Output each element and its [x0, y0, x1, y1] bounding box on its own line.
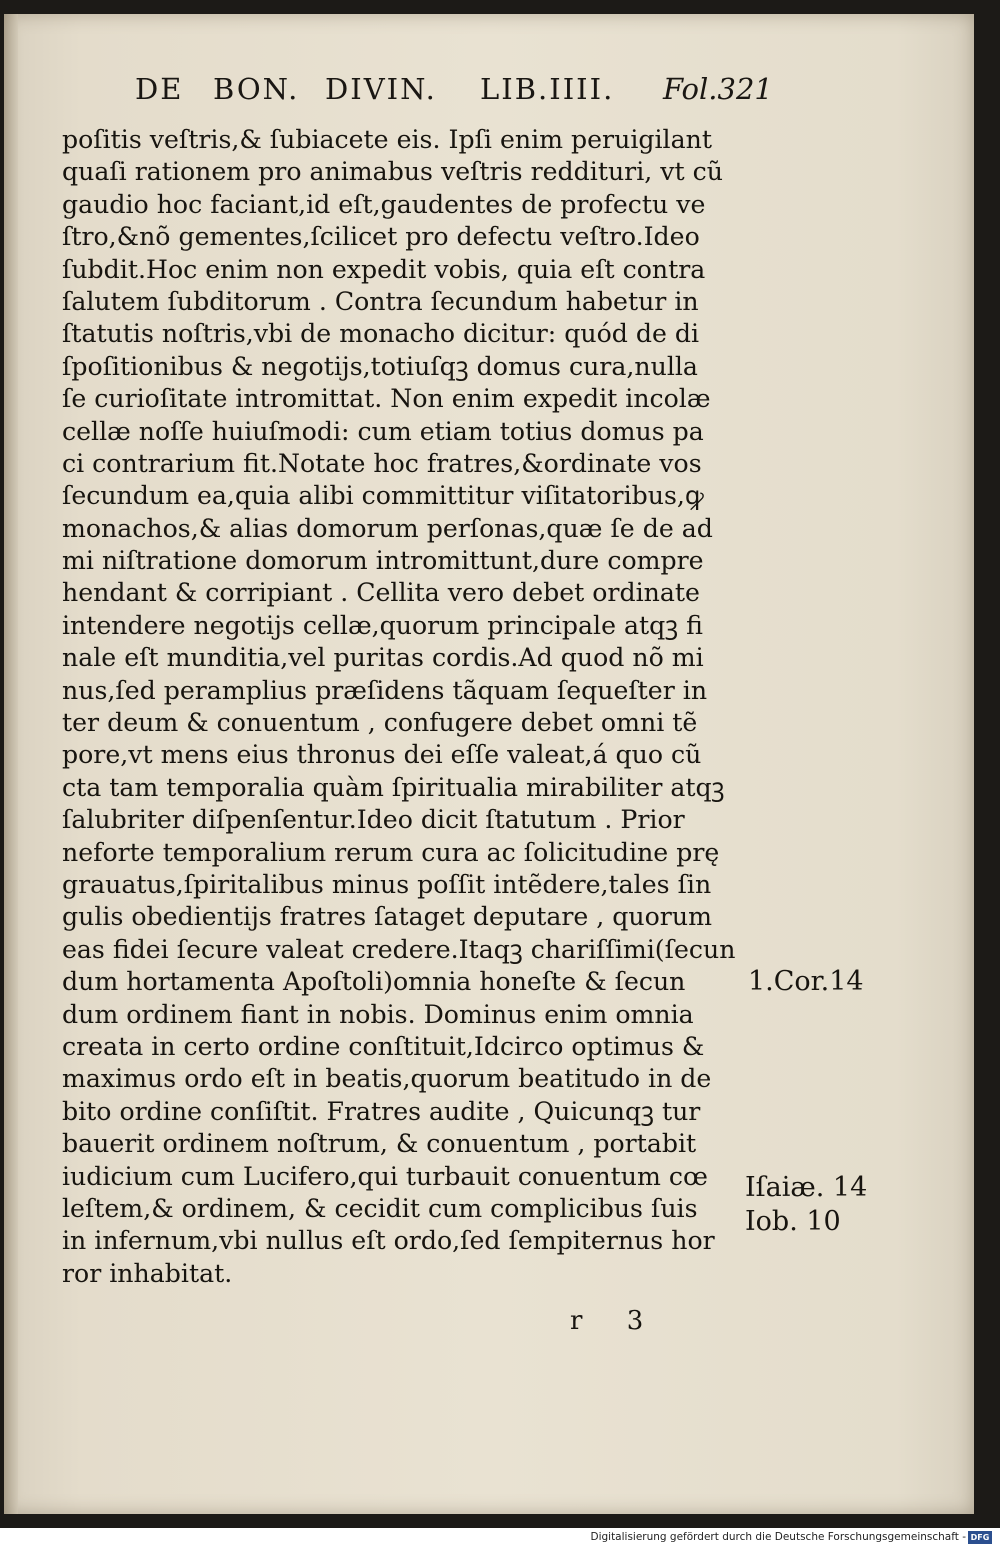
text-line: nus,ſed peramplius præſidens tãquam ſequeſter in: [62, 675, 708, 705]
running-header: [135, 72, 775, 112]
text-line: creata in certo ordine conſtituit,Idcirco optimus &: [62, 1031, 705, 1061]
dfg-logo[interactable]: DFG: [968, 1531, 992, 1544]
page-gutter-shadow: [4, 14, 18, 1514]
marginal-reference-isaiah: Iſaiæ. 14: [745, 1172, 868, 1203]
text-line: bito ordine conſiſtit. Fratres audite , Quicunqꝫ tur: [62, 1096, 701, 1126]
text-line: ror inhabitat.: [62, 1258, 233, 1288]
text-line: gaudio hoc faciant,id eſt,gaudentes de profectu ve: [62, 189, 706, 219]
text-line: dum hortamenta Apoſtoli)omnia honeſte & ſecun: [62, 967, 686, 997]
text-line: grauatus,ſpiritalibus minus poſſit intẽdere,tales ſin: [62, 869, 712, 899]
text-line: maximus ordo eſt in beatis,quorum beatitudo in de: [62, 1064, 712, 1094]
text-line: neforte temporalium rerum cura ac ſolicitudine prę: [62, 837, 720, 867]
funding-credit: Digitalisierung gefördert durch die Deutsche Forschungsgemeinschaft -: [590, 1531, 966, 1543]
text-line: mi niſtratione domorum intromittunt,dure compre: [62, 546, 704, 576]
text-line: cta tam temporalia quàm ſpiritualia mirabiliter atqꝫ: [62, 772, 725, 802]
text-line: iudicium cum Lucifero,qui turbauit conuentum cœ: [62, 1161, 708, 1191]
marginal-reference-corinthians: 1.Cor.14: [748, 966, 864, 997]
signature-mark: r 3: [570, 1306, 662, 1336]
text-line: gulis obedientijs fratres ſataget deputare , quorum: [62, 902, 712, 932]
text-line: ſe curioſitate intromittat. Non enim expedit incolæ: [62, 384, 711, 414]
header-de: DE: [135, 72, 184, 106]
text-line: in infernum,vbi nullus eſt ordo,ſed ſempiternus hor: [62, 1226, 715, 1256]
text-line: hendant & corripiant . Cellita vero debet ordinate: [62, 578, 700, 608]
text-line: ſalubriter diſpenſentur.Ideo dicit ſtatutum . Prior: [62, 805, 685, 835]
text-line: nale eſt munditia,vel puritas cordis.Ad quod nõ mi: [62, 643, 704, 673]
text-line: ſpoſitionibus & negotijs,totiuſqꝫ domus cura,nulla: [62, 351, 698, 381]
folio-number: Fol.321: [663, 72, 773, 106]
text-line: ſtro,&nõ gementes,ſcilicet pro defectu veſtro.Ideo: [62, 222, 700, 252]
text-line: ſalutem ſubditorum . Contra ſecundum habetur in: [62, 286, 699, 316]
text-line: ci contrarium fit.Notate hoc fratres,&ordinate vos: [62, 448, 702, 478]
header-divin: DIVIN.: [325, 72, 437, 106]
text-line: monachos,& alias domorum perſonas,quæ ſe de ad: [62, 513, 713, 543]
text-line: ter deum & conuentum , confugere debet omni tẽ: [62, 708, 698, 738]
main-text-block: [62, 124, 762, 1290]
text-line: ſtatutis noſtris,vbi de monacho dicitur: quód de di: [62, 319, 700, 349]
text-line: cellæ noſſe huiuſmodi: cum etiam totius domus pa: [62, 416, 704, 446]
text-line: eas fidei ſecure valeat credere.Itaqꝫ chariſſimi(ſecun: [62, 934, 736, 964]
text-line: intendere negotijs cellæ,quorum principale atqꝫ fi: [62, 610, 703, 640]
header-bon: BON.: [213, 72, 300, 106]
text-line: poſitis veſtris,& ſubiacete eis. Ipſi enim peruigilant: [62, 125, 712, 154]
text-line: ſecundum ea,quia alibi committitur viſitatoribus,ꝙ: [62, 481, 704, 511]
text-line: dum ordinem fiant in nobis. Dominus enim omnia: [62, 999, 694, 1029]
marginal-reference-job: Iob. 10: [745, 1206, 841, 1237]
text-line: pore,vt mens eius thronus dei eſſe valeat,á quo cũ: [62, 740, 702, 770]
text-line: ſubdit.Hoc enim non expedit vobis, quia eſt contra: [62, 254, 706, 284]
text-line: leſtem,& ordinem, & cecidit cum complicibus ſuis: [62, 1193, 698, 1223]
header-lib: LIB.IIII.: [480, 72, 615, 106]
text-line: bauerit ordinem noſtrum, & conuentum , portabit: [62, 1129, 697, 1159]
text-line: quaſi rationem pro animabus veſtris reddituri, vt cũ: [62, 157, 723, 187]
